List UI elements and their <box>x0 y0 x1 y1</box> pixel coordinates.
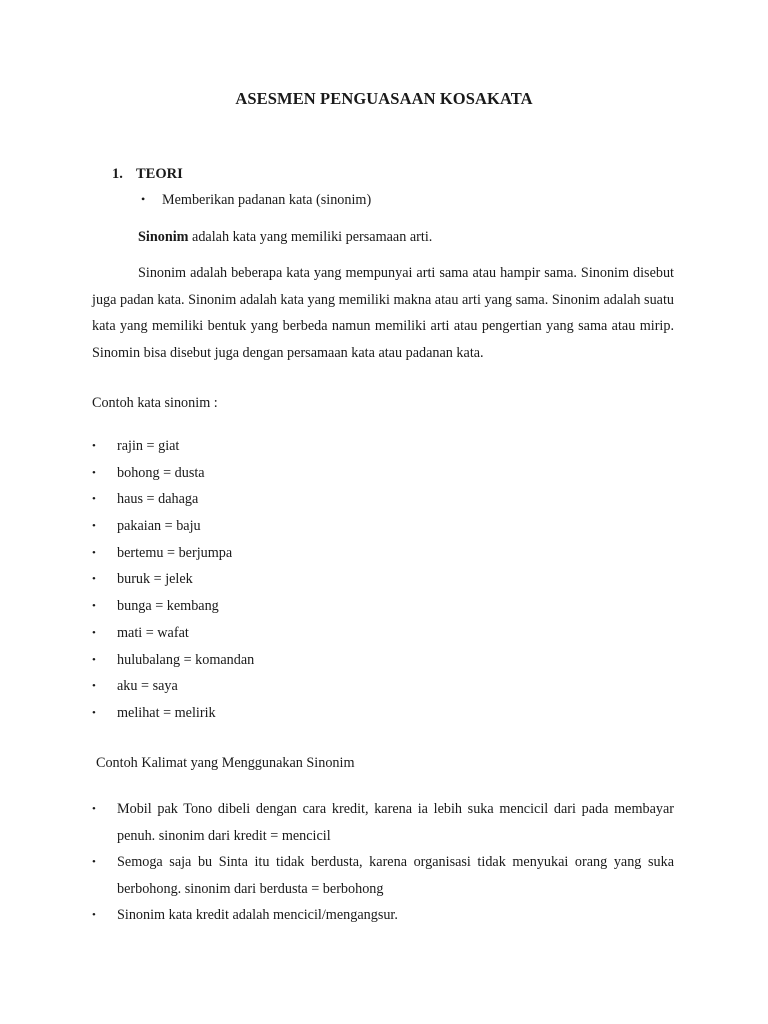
synonym-pair: aku = saya <box>117 678 178 695</box>
synonym-pair: rajin = giat <box>117 438 180 454</box>
bullet-icon: • <box>92 909 96 921</box>
example-sentence: Semoga saja bu Sinta itu tidak berdusta, karena organisasi tidak menyukai orang yang suka berbohong. sinonim dari berdusta = berbohong <box>117 854 674 897</box>
bullet-icon: • <box>92 803 96 815</box>
definition-term: Sinonim <box>138 229 189 245</box>
bullet-icon: • <box>92 546 96 559</box>
bullet-icon: • <box>92 520 96 533</box>
example-sentence: Sinonim kata kredit adalah mencicil/mengangsur. <box>117 907 398 923</box>
sentence-list-item <box>92 796 674 849</box>
bullet-icon: • <box>92 573 96 586</box>
paragraph-text: Sinonim adalah beberapa kata yang mempunyai arti sama atau hampir sama. Sinonim disebut juga padan kata. Sinonim adalah kata yang memiliki makna atau arti yang sama. Sinonim adalah suatu kata yang memiliki bentuk yang berbeda namun memiliki arti atau pengertian yang sama atau mirip. Sinomin bisa disebut juga dengan persamaan kata atau padanan kata. <box>92 265 674 361</box>
bullet-icon: • <box>92 440 96 452</box>
sentences-heading: Contoh Kalimat yang Menggunakan Sinonim <box>96 755 355 771</box>
bullet-icon: • <box>92 600 96 613</box>
sentence-list <box>92 796 674 929</box>
section-number: 1. <box>112 166 123 182</box>
bullet-icon: • <box>92 680 96 693</box>
bullet-icon: • <box>92 466 96 479</box>
synonym-pair: melihat = melirik <box>117 704 216 721</box>
synonym-pair: bertemu = berjumpa <box>117 544 233 561</box>
synonym-pair: buruk = jelek <box>117 571 193 588</box>
definition-text: adalah kata yang memiliki persamaan arti. <box>188 229 433 245</box>
examples-lead: Contoh kata sinonim : <box>92 395 218 411</box>
bullet-icon: • <box>92 856 96 868</box>
synonym-pair: bunga = kembang <box>117 598 219 615</box>
bullet-icon: • <box>92 706 96 719</box>
sentence-list-item <box>92 902 674 929</box>
definition-line <box>138 229 432 246</box>
synonym-pair: hulubalang = komandan <box>117 651 255 668</box>
section-heading: TEORI <box>136 166 183 182</box>
synonym-pair: mati = wafat <box>117 624 189 641</box>
bullet-icon: • <box>92 653 96 666</box>
bullet-icon: • <box>141 192 146 206</box>
sub-bullet-text: Memberikan padanan kata (sinonim) <box>162 192 372 208</box>
sentence-list-item <box>92 849 674 902</box>
bullet-icon: • <box>92 493 96 506</box>
synonym-pair: haus = dahaga <box>117 491 199 508</box>
page-title: ASESMEN PENGUASAAN KOSAKATA <box>235 89 533 108</box>
synonym-pair: bohong = dusta <box>117 464 205 481</box>
bullet-icon: • <box>92 626 96 639</box>
synonym-pair: pakaian = baju <box>117 518 201 535</box>
example-sentence: Mobil pak Tono dibeli dengan cara kredit, karena ia lebih suka mencicil dari pada membayar penuh. sinonim dari kredit = mencicil <box>117 801 674 844</box>
body-paragraph <box>92 260 674 366</box>
